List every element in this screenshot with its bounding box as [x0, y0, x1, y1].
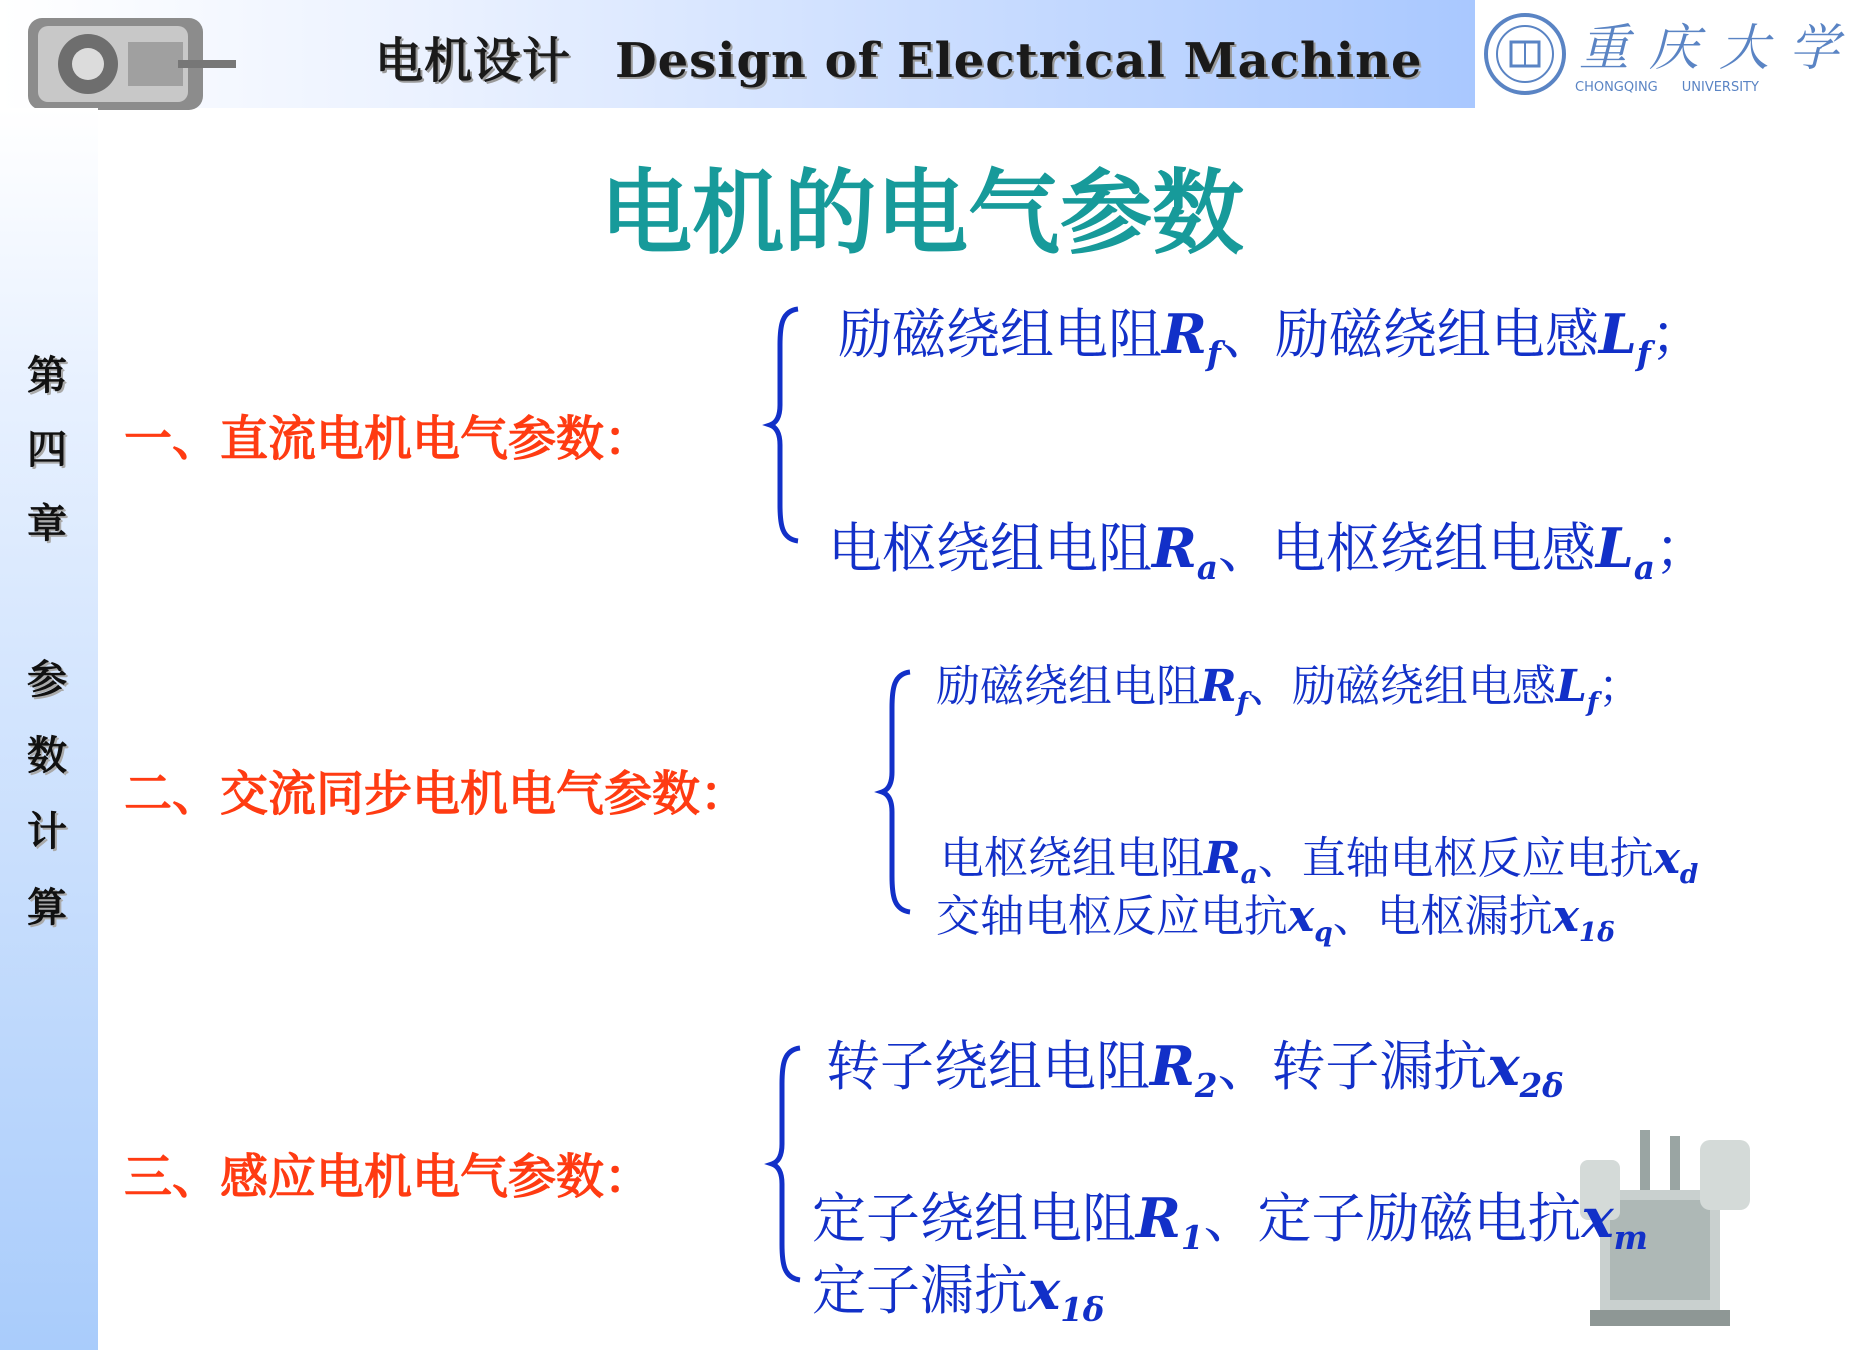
sidebar-char: 第 [27, 352, 67, 399]
section-label-sync: 二、交流同步电机电气参数： [124, 766, 749, 822]
sidebar-char: 算 [27, 884, 67, 931]
university-name-en-2: UNIVERSITY [1681, 80, 1759, 95]
page-title: 电机的电气参数 [600, 160, 1245, 267]
university-name-cn: 重庆大学 [1579, 19, 1859, 77]
university-name-en-1: CHONGQING [1575, 80, 1658, 95]
brace-dc-icon [768, 305, 804, 545]
sync-param-line: 电枢绕组电阻$R_a$、直轴电枢反应电抗$x_d$ [940, 833, 1699, 890]
brace-induction-icon [770, 1044, 806, 1284]
induction-param-line: 定子绕组电阻$R_1$、定子励磁电抗$x_m$ [812, 1186, 1648, 1257]
chapter-sidebar [0, 108, 98, 1350]
sidebar-char: 四 [27, 426, 67, 473]
sidebar-char: 数 [27, 732, 67, 779]
sidebar-char: 计 [27, 808, 67, 855]
brace-sync-icon [880, 668, 916, 916]
sidebar-char: 参 [27, 656, 67, 703]
course-title-cn: 电机设计 [375, 33, 572, 89]
header-banner [0, 0, 1475, 108]
sync-param-line: 励磁绕组电阻$R_f$、励磁绕组电感$L_f$； [936, 661, 1643, 718]
university-seal-icon [1483, 12, 1567, 96]
dc-param-line: 励磁绕组电阻$R_f$、励磁绕组电感$L_f$； [838, 302, 1705, 373]
induction-param-line: 定子漏抗$x_{1\delta}$ [812, 1258, 1105, 1329]
section-label-dc: 一、直流电机电气参数： [124, 411, 653, 467]
section-label-induction: 三、感应电机电气参数： [124, 1149, 653, 1205]
university-logo [1475, 0, 1859, 108]
motor-illustration-icon [28, 14, 238, 114]
course-title [375, 22, 1423, 91]
sidebar-char: 章 [27, 500, 67, 547]
sync-param-line: 交轴电枢反应电抗$x_q$、电枢漏抗$x_{1\delta}$ [936, 891, 1615, 948]
university-name-en [1575, 80, 1759, 95]
induction-param-line: 转子绕组电阻$R_2$、转子漏抗$x_{2\delta}$ [826, 1034, 1564, 1105]
dc-param-line: 电枢绕组电阻$R_a$、电枢绕组电感$L_a$； [828, 516, 1709, 587]
course-title-en: Design of Electrical Machine [615, 33, 1423, 89]
